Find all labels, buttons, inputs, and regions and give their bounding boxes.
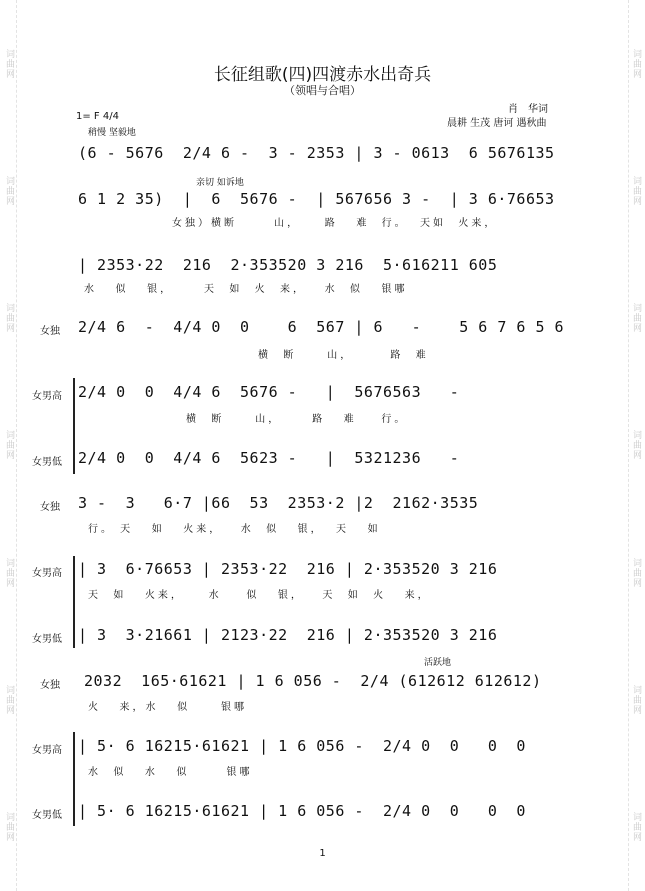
page-number: 1: [319, 848, 326, 859]
part-label-high: 女男高: [32, 391, 62, 402]
system-brace: [73, 732, 75, 826]
sec2-low-line: 2/4 0 0 4/4 6 5623 - | 5321236 -: [78, 449, 460, 467]
part-label-solo: 女独: [40, 326, 60, 337]
page-title: 长征组歌(四)四渡赤水出奇兵: [213, 65, 432, 85]
system-brace: [73, 378, 75, 474]
sec2-high-line: 2/4 0 0 4/4 6 5676 - | 5676563 -: [78, 383, 460, 401]
intro-line-1: (6 - 5676 2/4 6 - 3 - 2353 | 3 - 0613 6 5676135: [78, 144, 555, 162]
sec3-high-line: | 3 6·76653 | 2353·22 216 | 2·353520 3 216: [78, 560, 498, 578]
expression-note: 亲切 如诉地: [196, 178, 244, 188]
part-label-high: 女男高: [32, 568, 62, 579]
sec2-solo-line: 2/4 6 - 4/4 0 0 6 567 | 6 - 5 6 7 6 5 6: [78, 318, 565, 336]
sec4-solo-lyric: 火 来，水 似 银哪: [88, 702, 247, 713]
solo-line-3: | 2353·22 216 2·353520 3 216 5·616211 605: [78, 256, 498, 274]
part-label-solo: 女独: [40, 502, 60, 513]
part-label-solo: 女独: [40, 680, 60, 691]
watermark-right: 词曲网 词曲网 词曲网 词曲网 词曲网 词曲网 词曲网: [628, 0, 643, 891]
sec4-high-lyric: 水 似 水 似 银哪: [88, 767, 253, 778]
solo-line-2: 6 1 2 35) | 6 5676 - | 567656 3 - | 3 6·76653: [78, 190, 555, 208]
lyric-line-2: 女独）横断 山， 路 难 行。 天如 火来，: [172, 218, 498, 229]
lyricist-credit: 肖 华词: [508, 104, 548, 115]
part-label-low: 女男低: [32, 457, 62, 468]
sec3-low-line: | 3 3·21661 | 2123·22 216 | 2·353520 3 216: [78, 626, 498, 644]
part-label-low: 女男低: [32, 810, 62, 821]
sec3-solo-lyric: 行。 天 如 火来， 水 似 银， 天 如: [88, 524, 381, 535]
key-signature: 1= F 4/4: [76, 111, 119, 122]
composer-credit: 晨耕 生茂 唐诃 遇秋曲: [447, 118, 547, 129]
part-label-low: 女男低: [32, 634, 62, 645]
lyric-line-3: 水 似 银， 天 如 火 来， 水 似 银哪: [84, 284, 408, 295]
sec4-low-line: | 5· 6 16215·61621 | 1 6 056 - 2/4 0 0 0 0: [78, 802, 526, 820]
system-brace: [73, 556, 75, 648]
watermark-left: 词曲网 词曲网 词曲网 词曲网 词曲网 词曲网 词曲网: [2, 0, 17, 891]
sec3-high-lyric: 天 如 火来， 水 似 银， 天 如 火 来，: [88, 590, 431, 601]
sec4-high-line: | 5· 6 16215·61621 | 1 6 056 - 2/4 0 0 0 0: [78, 737, 526, 755]
tempo-marking: 稍慢 坚毅地: [88, 128, 136, 138]
page-subtitle: （领唱与合唱）: [284, 84, 361, 97]
expression-note: 活跃地: [424, 658, 452, 668]
part-label-high: 女男高: [32, 745, 62, 756]
sec3-solo-line: 3 - 3 6·7 |66 53 2353·2 |2 2162·3535: [78, 494, 479, 512]
sec2-high-lyric: 横 断 山， 路 难 行。: [186, 414, 408, 425]
sec4-solo-line: 2032 165·61621 | 1 6 056 - 2/4 (612612 612612): [84, 672, 542, 690]
sec2-solo-lyric: 横 断 山， 路 难: [258, 350, 429, 361]
